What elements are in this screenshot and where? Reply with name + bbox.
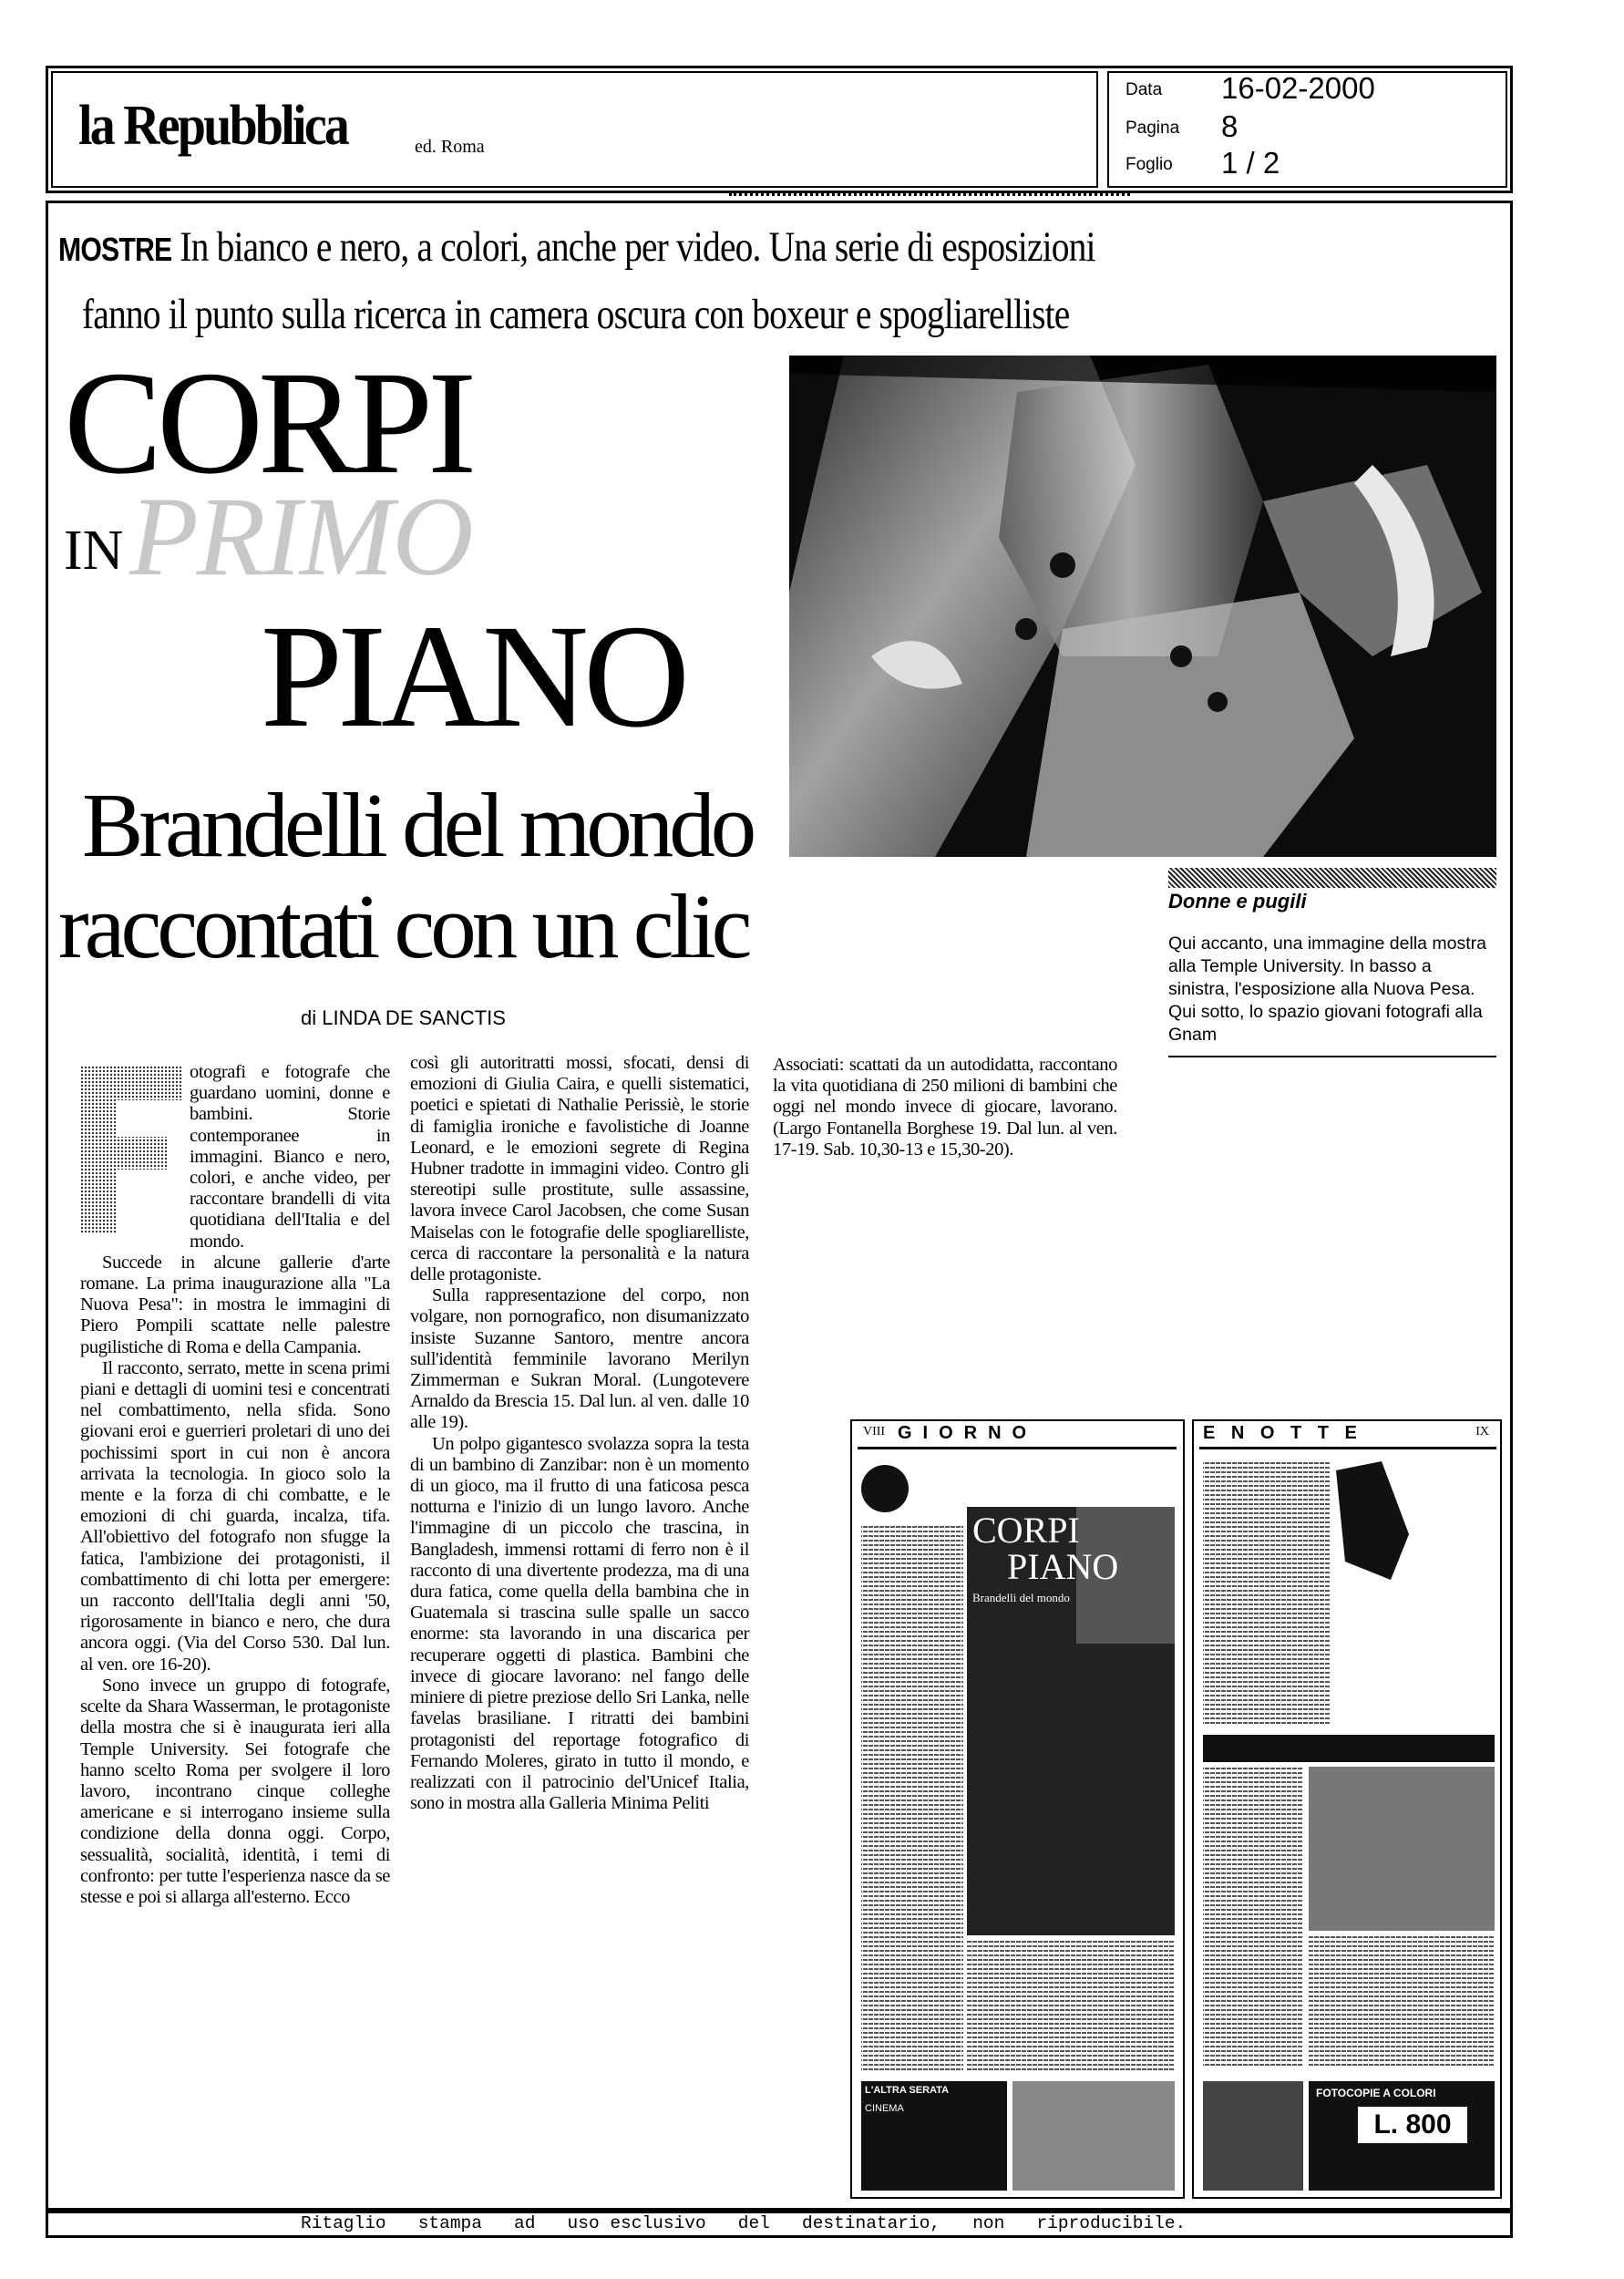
- article-column-2: [410, 1053, 749, 1814]
- thumbnail-ad-title: FOTOCOPIE A COLORI: [1316, 2087, 1436, 2099]
- thumbnail-masthead: E N O T T E: [1203, 1423, 1362, 1443]
- kicker-line-1: [58, 222, 1095, 272]
- newspaper-masthead: la Repubblica: [78, 95, 348, 157]
- page-thumbnail-notte: [1192, 1419, 1502, 2199]
- drop-cap-f: [80, 1066, 182, 1234]
- thumbnail-ad-price: L. 800: [1358, 2107, 1467, 2143]
- headline-word-piano: PIANO: [261, 595, 685, 758]
- drop-cap-shape: [80, 1066, 182, 1234]
- page-thumbnail-giorno: [850, 1419, 1185, 2199]
- kicker-line-2: fanno il punto sulla ricerca in camera oscura con boxeur e spogliarelliste: [82, 291, 1070, 338]
- byline: di LINDA DE SANCTIS: [301, 1006, 506, 1029]
- page-label: Pagina: [1125, 119, 1180, 138]
- date-label: Data: [1125, 80, 1163, 99]
- sheet-value: 1 / 2: [1221, 146, 1280, 180]
- paragraph: Associati: scattati da un autodidatta, raccontano la vita quotidiana di 250 milioni di bambini che oggi nel mondo invece di giocare, lavorano. (Largo Fontanella Borghese 19. Dal lun. al ven. 17-19. Sab. 10,30-13 e 15,30-20).: [773, 1055, 1117, 1160]
- edition-label: ed. Roma: [415, 137, 485, 157]
- thumbnail-masthead: GIORNO: [898, 1423, 1038, 1443]
- section-label: MOSTRE: [58, 231, 172, 268]
- article-column-1: [80, 1062, 390, 1908]
- footer-notice: Ritaglio stampa ad uso esclusivo del destinatario, non riproducibile.: [301, 2213, 1187, 2233]
- thumbnail-layout: [1199, 1452, 1498, 2195]
- page-value: 8: [1221, 109, 1239, 143]
- caption-text: Qui accanto, una immagine della mostra alla Temple University. In basso a sinistra, l'esposizione alla Nuova Pesa. Qui sotto, lo spazio giovani fotografi alla Gnam: [1168, 933, 1487, 1045]
- paragraph: Succede in alcune gallerie d'arte romane. La prima inaugurazione alla "La Nuova Pesa": in mostra le immagini di Piero Pompili scattate nelle palestre pugilistiche di Roma e della Campania.: [80, 1252, 390, 1357]
- thumbnail-ad-title: L'ALTRA SERATA: [865, 2085, 950, 2096]
- paragraph: Sulla rappresentazione del corpo, non volgare, non pornografico, non disumanizzato insiste Suzanne Santoro, mentre ancora sull'identità femminile lavorano Merilyn Zimmerman e Sukran Moral. (Lungotevere Arnaldo da Brescia 15. Dal lun. al ven. dalle 10 alle 19).: [410, 1285, 749, 1433]
- sheet-label: Foglio: [1125, 155, 1173, 174]
- date-value: 16-02-2000: [1221, 71, 1375, 105]
- dotted-rule: [729, 193, 1130, 196]
- thumbnail-rule: [1199, 1447, 1496, 1449]
- headline-word-in: IN: [64, 520, 124, 582]
- subheadline-line-2: raccontati con un clic: [58, 875, 748, 977]
- thumbnail-subheadline: Brandelli del mondo: [972, 1591, 1070, 1604]
- thumbnail-headline-2: PIANO: [1007, 1546, 1119, 1587]
- thumbnail-page-number: IX: [1475, 1425, 1489, 1439]
- thumbnail-rule: [858, 1447, 1177, 1449]
- paragraph: otografi e fotografe che guardano uomini, donne e bambini. Storie contemporanee in immagini. Bianco e nero, colori, e anche video, per raccontare brandelli di vita quotidiana dell'Italia e del mondo.: [190, 1062, 390, 1252]
- exhibition-photo: [789, 356, 1496, 857]
- paragraph: Il racconto, serrato, mette in scena primi piani e dettagli di uomini tesi e concentrati nel combattimento, nella sfida. Sono giovani eroi e guerrieri proletari di uno dei pochissimi sport in cui non è ancora arrivata la tecnologia. In gioco solo la mente e la forza di chi combatte, e le emozioni di chi guarda, incalza, tifa. All'obiettivo del fotografo non sfugge la fatica, l'ambizione dei protagonisti, il combattimento di chi lotta per emergere: un racconto dell'Italia degli anni '50, rigorosamente in bianco e nero, che dura ancora oggi. (Via del Corso 530. Dal lun. al ven. ore 16-20).: [80, 1357, 390, 1675]
- paragraph: Un polpo gigantesco svolazza sopra la testa di un bambino di Zanzibar: non è un momento di un gioco, ma il frutto di una faticosa pesca notturna e l'inizio di un lungo lavoro. Anche l'immagine di un piccolo che trascina, in Bangladesh, immensi rottami di ferro non è il racconto di una divertente prodezza, ma di una dura fatica, come quella della bambina che in Guatemala si trascina sulle spalle un sacco enorme: sta lavorando in una discarica per recuperare oggetti di plastica. Bambini che invece di giocare lavorano: nel fango delle miniere di pietre preziose dello Sri Lanka, nelle favelas brasiliane. I ritratti dei bambini protagonisti del reportage fotografico di Fernando Moleres, girato in tutto il mondo, e realizzati con il patrocinio del'Unicef Italia, sono in mostra alla Galleria Minima Peliti: [410, 1433, 749, 1814]
- caption-rule: [1168, 1056, 1496, 1057]
- subheadline-line-1: Brandelli del mondo: [82, 774, 753, 876]
- thumbnail-headline-1: CORPI: [972, 1510, 1080, 1551]
- paragraph: Sono invece un gruppo di fotografe, scelte da Shara Wasserman, le protagoniste della mostra che si è inaugurata ieri alla Temple University. Sei fotografe che hanno scelto Roma per svolgere il loro lavoro, incontrano cinque colleghe americane e si interrogano insieme sulla condizione della donna oggi. Corpo, sessualità, socialità, identità, i temi di confronto: per tutte l'esperienza nasce da se stesse e poi si allarga all'esterno. Ecco: [80, 1675, 390, 1907]
- headline-word-corpi: CORPI: [64, 342, 472, 505]
- caption-title: Donne e pugili: [1168, 890, 1307, 913]
- thumbnail-page-number: VIII: [863, 1425, 886, 1439]
- kicker-text-1: In bianco e nero, a colori, anche per video. Una serie di esposizioni: [180, 223, 1095, 271]
- headline-word-primo: PRIMO: [129, 474, 472, 599]
- paragraph: così gli autoritratti mossi, sfocati, densi di emozioni di Giulia Caira, e quelli sistematici, poetici e spietati di Nathalie Perissiè, le storie di famiglia ironiche e favolistiche di Joanne Leonard, e le emozioni segrete di Regina Hubner tradotte in immagini video. Contro gli stereotipi sulle prostitute, sulle assassine, lavora invece Carol Jacobsen, che come Susan Maiselas con le fotografie delle spogliarelliste, cerca di raccontare la personalità e la natura delle protagoniste.: [410, 1053, 749, 1285]
- article-column-3: [773, 1055, 1117, 1160]
- thumbnail-ad-text: CINEMA: [865, 2103, 904, 2114]
- photo-illustration: [789, 356, 1496, 857]
- caption-texture-band: [1168, 868, 1496, 888]
